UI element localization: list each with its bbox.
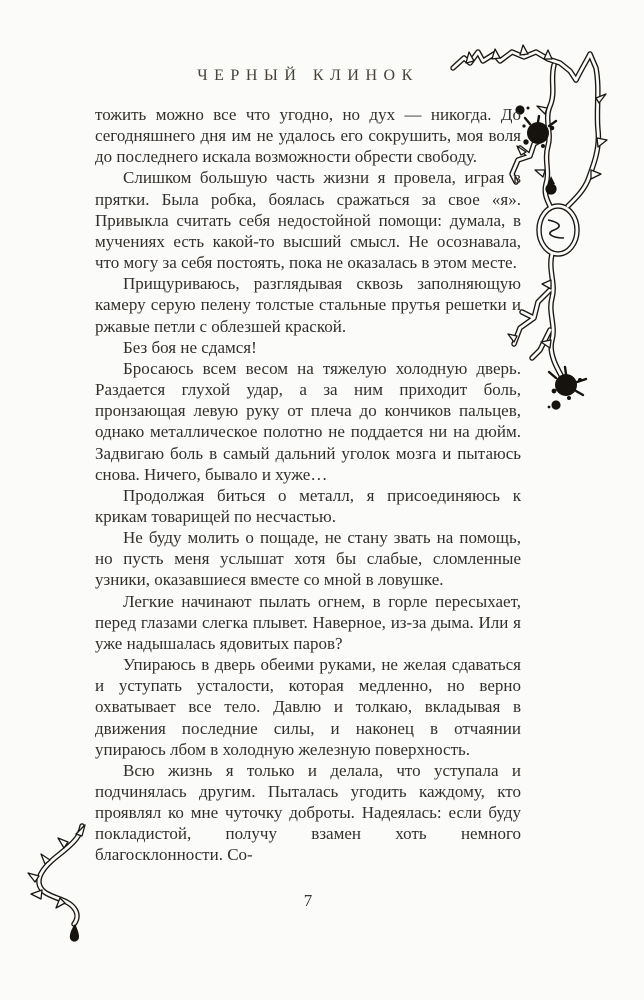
page-number: 7 [303, 891, 313, 910]
thorn-branch-decoration [20, 818, 100, 948]
ink-dot [548, 400, 561, 409]
thorn-branch-icon [20, 818, 100, 948]
paragraph: Всю жизнь я только и делала, что уступала и подчинялась другим. Пыталась угодить каждому, кто проявлял ко мне чуточку доброты. Надеялась: если буду покладистой, получу взамен хоть немного благосклонности. Со- [95, 760, 521, 865]
paragraph: Продолжая биться о металл, я присоединяюсь к крикам товарищей по несчастью. [95, 485, 521, 526]
paragraph: Прищуриваюсь, разглядывая сквозь заполняющую камеру серую пелену толстые стальные прутья решетки и ржавые петли с облезшей краской. [95, 274, 521, 336]
paragraph: Легкие начинают пылать огнем, в горле пересыхает, перед глазами слегка плывет. Наверное, из-за дыма. Или я уже надышалась ядовитых паров? [95, 591, 521, 653]
paragraph: Без боя не сдамся! [123, 337, 257, 357]
paragraph: тожить можно все что угодно, но дух — никогда. До сегодняшнего дня им не удалось его сокрушить, моя воля до последнего искала возможности обрести свободу. [95, 105, 521, 167]
paragraph: Не буду молить о пощаде, не стану звать на помощь, но пусть меня услышат хотя бы слабые, сломленные узники, оказавшиеся вместе со мной в ловушке. [95, 528, 521, 590]
paragraph: Слишком большую часть жизни я провела, играя в прятки. Была робка, боялась сражаться за свое «я». Привыкла считать себя недостойной помощи: думала, в мучениях есть какой-то высший смысл. Не осознавала, что могу за себя постоять, пока не оказалась в этом месте. [95, 168, 521, 273]
body-text [95, 104, 521, 866]
ink-drop [70, 924, 79, 942]
paragraph: Упираюсь в дверь обеими руками, не желая сдаваться и уступать усталости, которая медленно, но верно охватывает все тело. Давлю и толкаю, вкладывая в движения последние силы, и наконец в отчаянии упираюсь лбом в холодную железную поверхность. [95, 655, 521, 759]
running-header: ЧЕРНЫЙ КЛИНОК [197, 67, 419, 84]
paragraph: Бросаюсь всем весом на тяжелую холодную дверь. Раздается глухой удар, а за ним приходит боль, пронзающая левую руку от плеча до кончиков пальцев, однако металлическое полотно не поддается ни на дюйм. Задвигаю боль в самый дальний уголок мозга и пытаюсь снова. Ничего, бывало и хуже… [95, 358, 521, 484]
